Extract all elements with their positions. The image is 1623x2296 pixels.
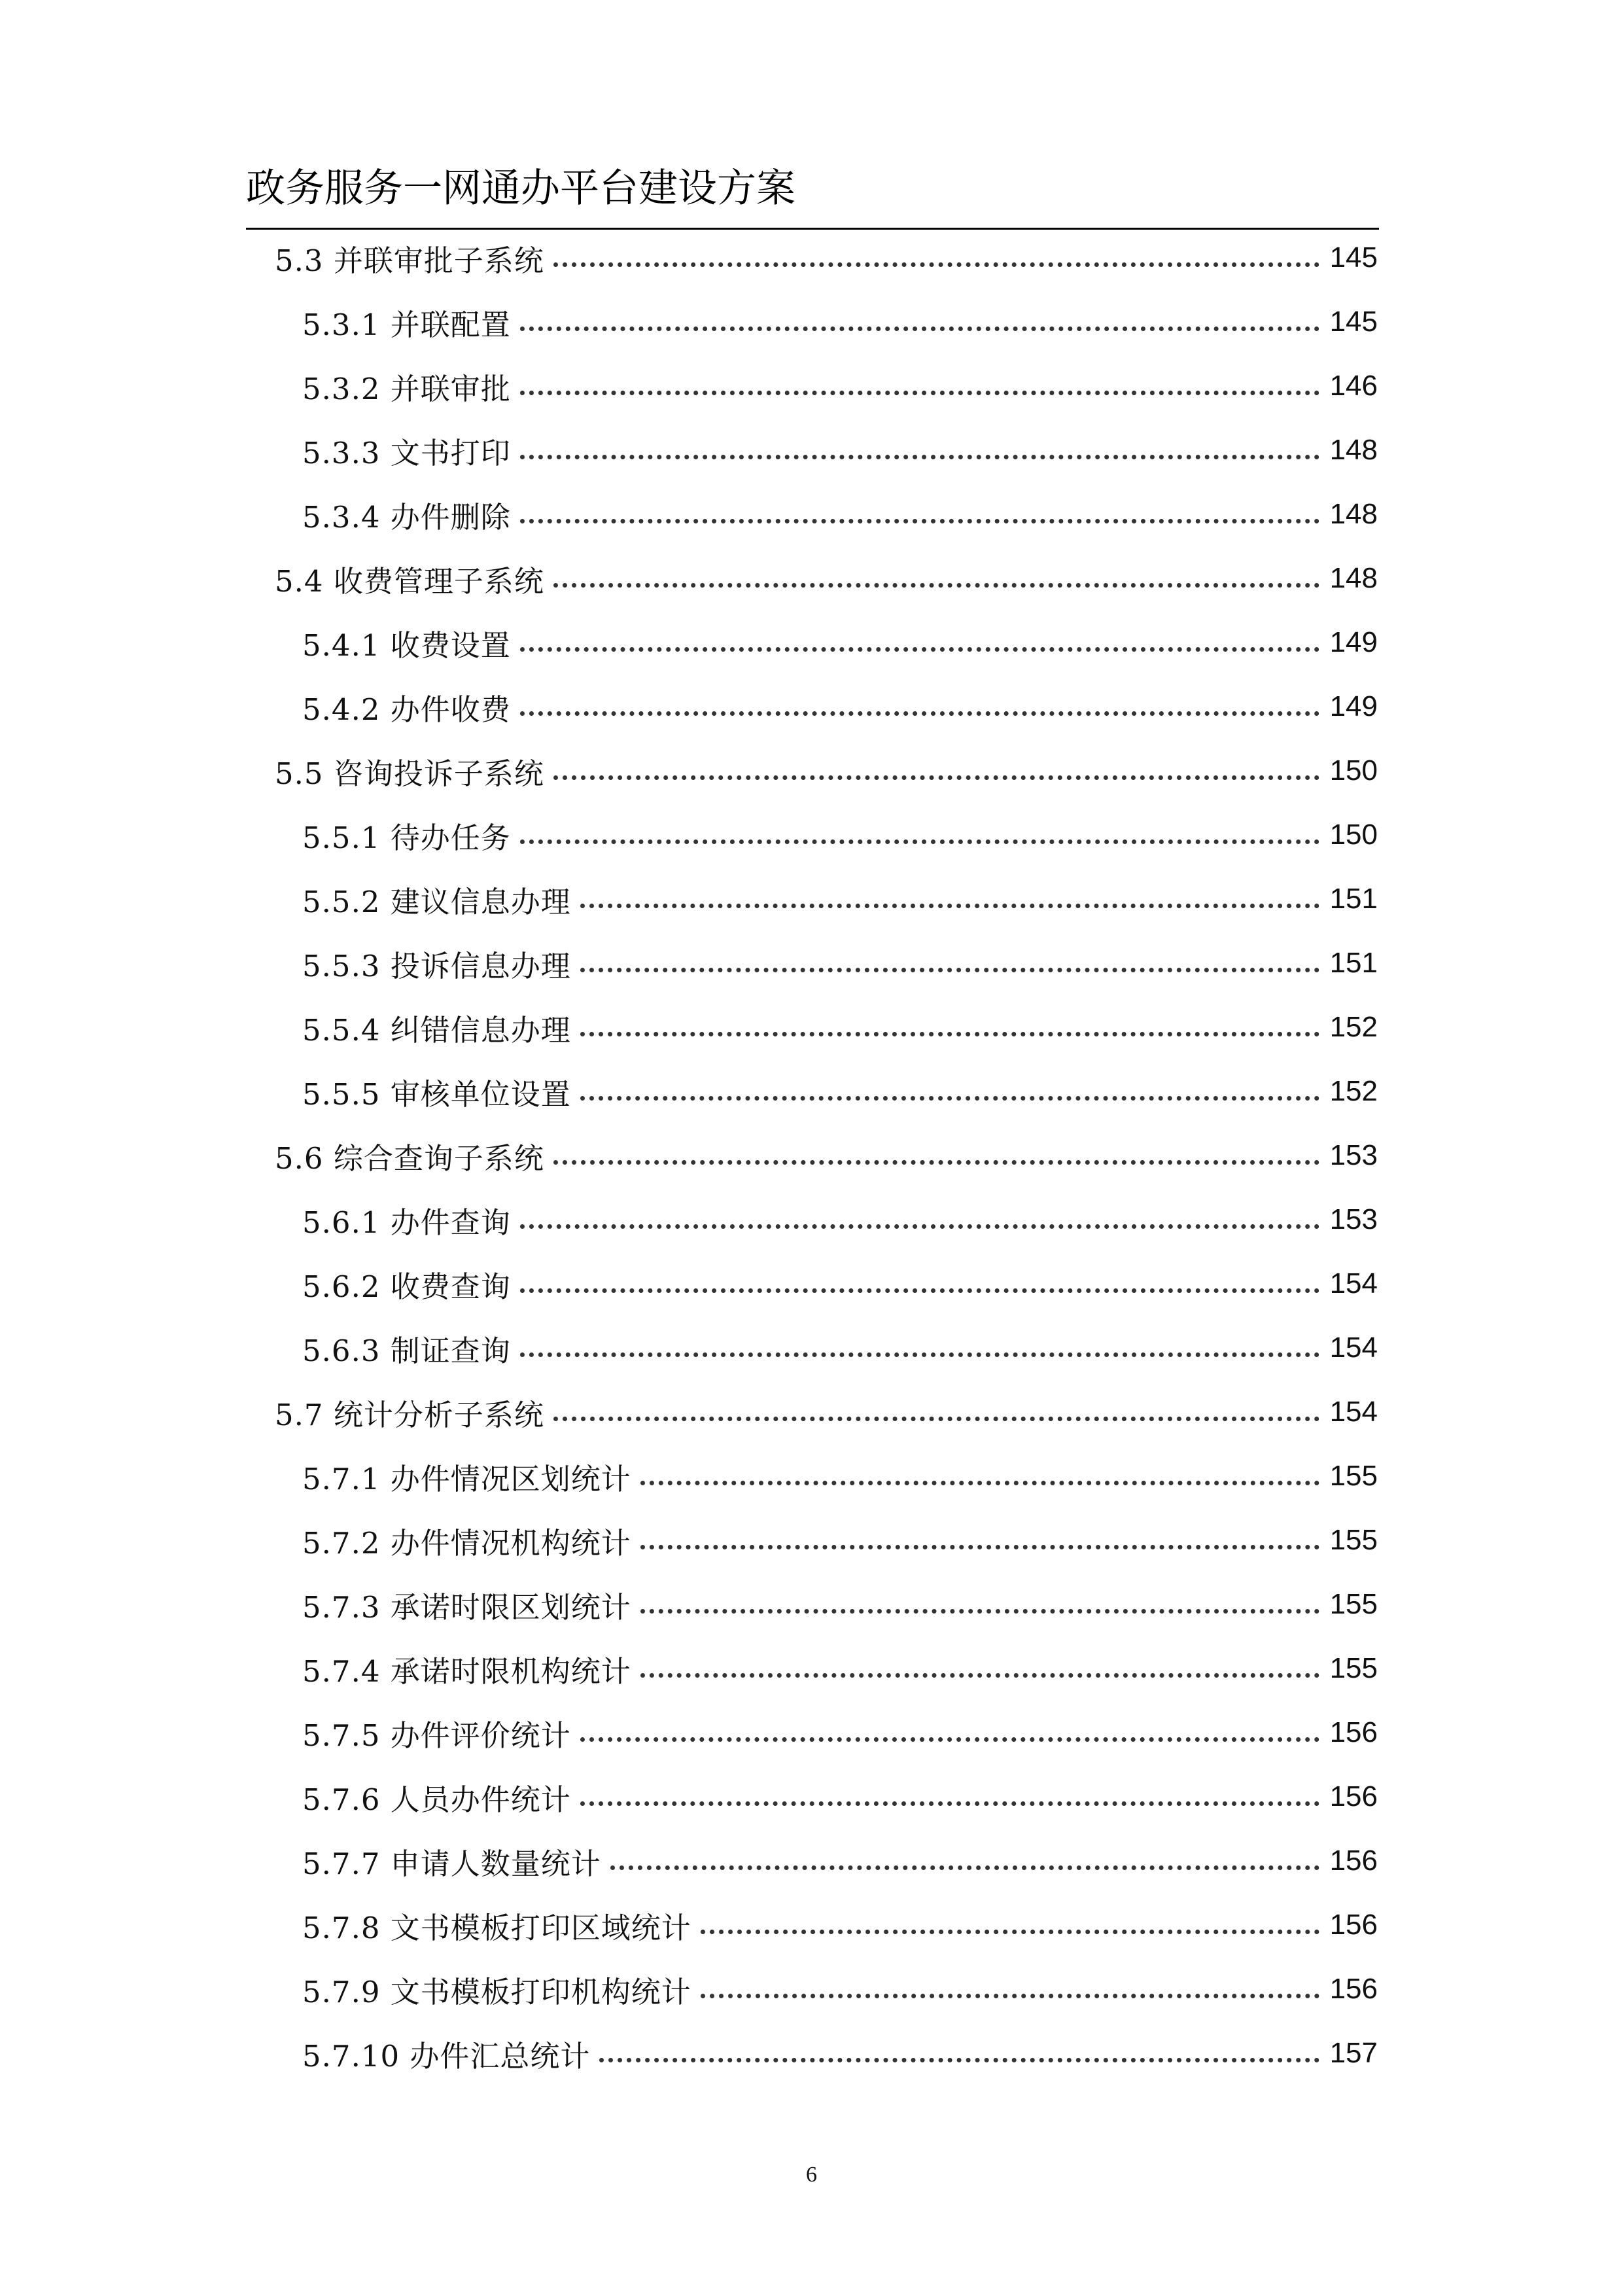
toc-entry-label: 5.5.1 待办任务 [302,820,511,855]
toc-entry[interactable] [302,482,1378,546]
toc-dot-leader [553,583,1319,588]
toc-entry-page: 155 [1329,1524,1378,1556]
toc-dot-leader [599,2058,1319,2062]
toc-dot-leader [520,519,1319,523]
toc-entry-page: 145 [1329,241,1378,274]
toc-entry-label: 5.5.5 审核单位设置 [302,1076,571,1112]
toc-dot-leader [580,968,1319,972]
toc-entry-page: 156 [1329,1973,1378,2005]
toc-entry-label: 5.7.1 办件情况区划统计 [302,1461,631,1496]
toc-dot-leader [580,1032,1319,1036]
toc-entry-page: 156 [1329,1780,1378,1812]
toc-entry[interactable] [302,867,1378,931]
toc-entry-page: 152 [1329,1075,1378,1107]
toc-dot-leader [520,1224,1319,1229]
toc-dot-leader [553,1160,1319,1165]
toc-dot-leader [701,1994,1319,1998]
toc-entry-page: 149 [1329,690,1378,722]
toc-dot-leader [580,904,1319,908]
toc-entry-label: 5.3.3 文书打印 [302,435,511,470]
toc-entry[interactable] [275,739,1378,803]
toc-entry-page: 150 [1329,754,1378,786]
toc-entry[interactable] [302,1829,1378,1893]
toc-dot-leader [520,1352,1319,1357]
toc-dot-leader [640,1545,1319,1549]
toc-entry-page: 157 [1329,2037,1378,2069]
toc-entry-label: 5.7.4 承诺时限机构统计 [302,1653,631,1689]
toc-dot-leader [553,262,1319,267]
toc-entry-label: 5.7.3 承诺时限区划统计 [302,1589,631,1625]
toc-entry-page: 148 [1329,434,1378,466]
toc-dot-leader [520,327,1319,331]
toc-entry-page: 156 [1329,1909,1378,1941]
toc-entry[interactable] [302,1572,1378,1636]
toc-entry-page: 155 [1329,1652,1378,1684]
toc-entry[interactable] [302,803,1378,867]
toc-entry[interactable] [302,1508,1378,1572]
toc-entry-page: 151 [1329,947,1378,979]
toc-dot-leader [701,1930,1319,1934]
toc-entry-label: 5.3.2 并联审批 [302,371,511,406]
toc-entry-page: 151 [1329,883,1378,915]
toc-entry-label: 5.7.8 文书模板打印区域统计 [302,1910,691,1945]
toc-entry[interactable] [302,1252,1378,1316]
toc-entry[interactable] [275,1123,1378,1188]
toc-dot-leader [640,1481,1319,1485]
toc-entry-label: 5.5 咨询投诉子系统 [275,756,544,791]
toc-entry-page: 156 [1329,1716,1378,1748]
toc-entry-label: 5.6.3 制证查询 [302,1333,511,1368]
page-number: 6 [806,2163,817,2187]
toc-entry[interactable] [302,1444,1378,1508]
toc-entry[interactable] [302,1701,1378,1765]
toc-entry[interactable] [302,1957,1378,2021]
toc-entry[interactable] [302,1765,1378,1829]
toc-entry[interactable] [275,546,1378,610]
toc-entry[interactable] [302,675,1378,739]
toc-dot-leader [640,1673,1319,1678]
toc-entry-page: 148 [1329,562,1378,594]
toc-entry-label: 5.7.10 办件汇总统计 [302,2038,591,2074]
toc-entry-label: 5.4.1 收费设置 [302,627,511,663]
toc-dot-leader [553,1417,1319,1421]
toc-entry-page: 150 [1329,819,1378,851]
toc-entry-label: 5.3.1 并联配置 [302,307,511,342]
toc-dot-leader [520,455,1319,459]
toc-entry-page: 154 [1329,1267,1378,1299]
toc-entry-label: 5.5.2 建议信息办理 [302,884,571,919]
toc-entry[interactable] [302,2021,1378,2085]
toc-entry[interactable] [302,995,1378,1059]
toc-entry[interactable] [302,1316,1378,1380]
toc-entry-page: 153 [1329,1203,1378,1235]
toc-entry[interactable] [302,1188,1378,1252]
toc-entry-page: 152 [1329,1011,1378,1043]
toc-entry[interactable] [302,610,1378,675]
toc-entry-label: 5.7.2 办件情况机构统计 [302,1525,631,1561]
toc-entry-label: 5.4.2 办件收费 [302,692,511,727]
toc-entry-label: 5.5.4 纠错信息办理 [302,1012,571,1048]
toc-dot-leader [520,647,1319,652]
toc-entry-label: 5.3.4 办件删除 [302,499,511,535]
toc-dot-leader [580,1801,1319,1806]
toc-entry-page: 153 [1329,1139,1378,1171]
toc-dot-leader [553,775,1319,780]
toc-entry-label: 5.7.6 人员办件统计 [302,1782,571,1817]
toc-entry-label: 5.4 收费管理子系统 [275,563,544,599]
toc-entry[interactable] [302,418,1378,482]
toc-dot-leader [610,1865,1319,1870]
toc-dot-leader [520,391,1319,395]
toc-dot-leader [580,1737,1319,1742]
toc-entry-label: 5.3 并联审批子系统 [275,243,544,278]
toc-entry[interactable] [302,1636,1378,1701]
toc-entry[interactable] [302,1893,1378,1957]
toc-entry[interactable] [302,354,1378,418]
toc-entry-page: 155 [1329,1588,1378,1620]
toc-dot-leader [520,1288,1319,1293]
toc-entry-label: 5.6.2 收费查询 [302,1269,511,1304]
toc-dot-leader [640,1609,1319,1614]
toc-entry[interactable] [302,290,1378,354]
toc-entry-page: 155 [1329,1460,1378,1492]
toc-entry-label: 5.5.3 投诉信息办理 [302,948,571,983]
toc-entry-page: 145 [1329,306,1378,338]
toc-entry-label: 5.7.5 办件评价统计 [302,1718,571,1753]
toc-dot-leader [580,1096,1319,1101]
toc-entry-page: 146 [1329,370,1378,402]
document-header-title: 政务服务一网通办平台建设方案 [246,166,795,211]
toc-entry[interactable] [302,1059,1378,1123]
toc-entry-page: 149 [1329,626,1378,658]
toc-entry-label: 5.7 统计分析子系统 [275,1397,544,1432]
toc-entry-label: 5.6.1 办件查询 [302,1205,511,1240]
toc-dot-leader [520,711,1319,716]
toc-entry-label: 5.7.7 申请人数量统计 [302,1846,601,1881]
toc-entry-label: 5.7.9 文书模板打印机构统计 [302,1974,691,2009]
toc-entry[interactable] [275,1380,1378,1444]
toc-entry-label: 5.6 综合查询子系统 [275,1140,544,1176]
toc-entry-page: 154 [1329,1396,1378,1428]
toc-entry-page: 148 [1329,498,1378,530]
toc-entry[interactable] [275,226,1378,290]
toc-entry-page: 156 [1329,1845,1378,1877]
toc-entry[interactable] [302,931,1378,995]
toc-entry-page: 154 [1329,1332,1378,1364]
toc-dot-leader [520,839,1319,844]
